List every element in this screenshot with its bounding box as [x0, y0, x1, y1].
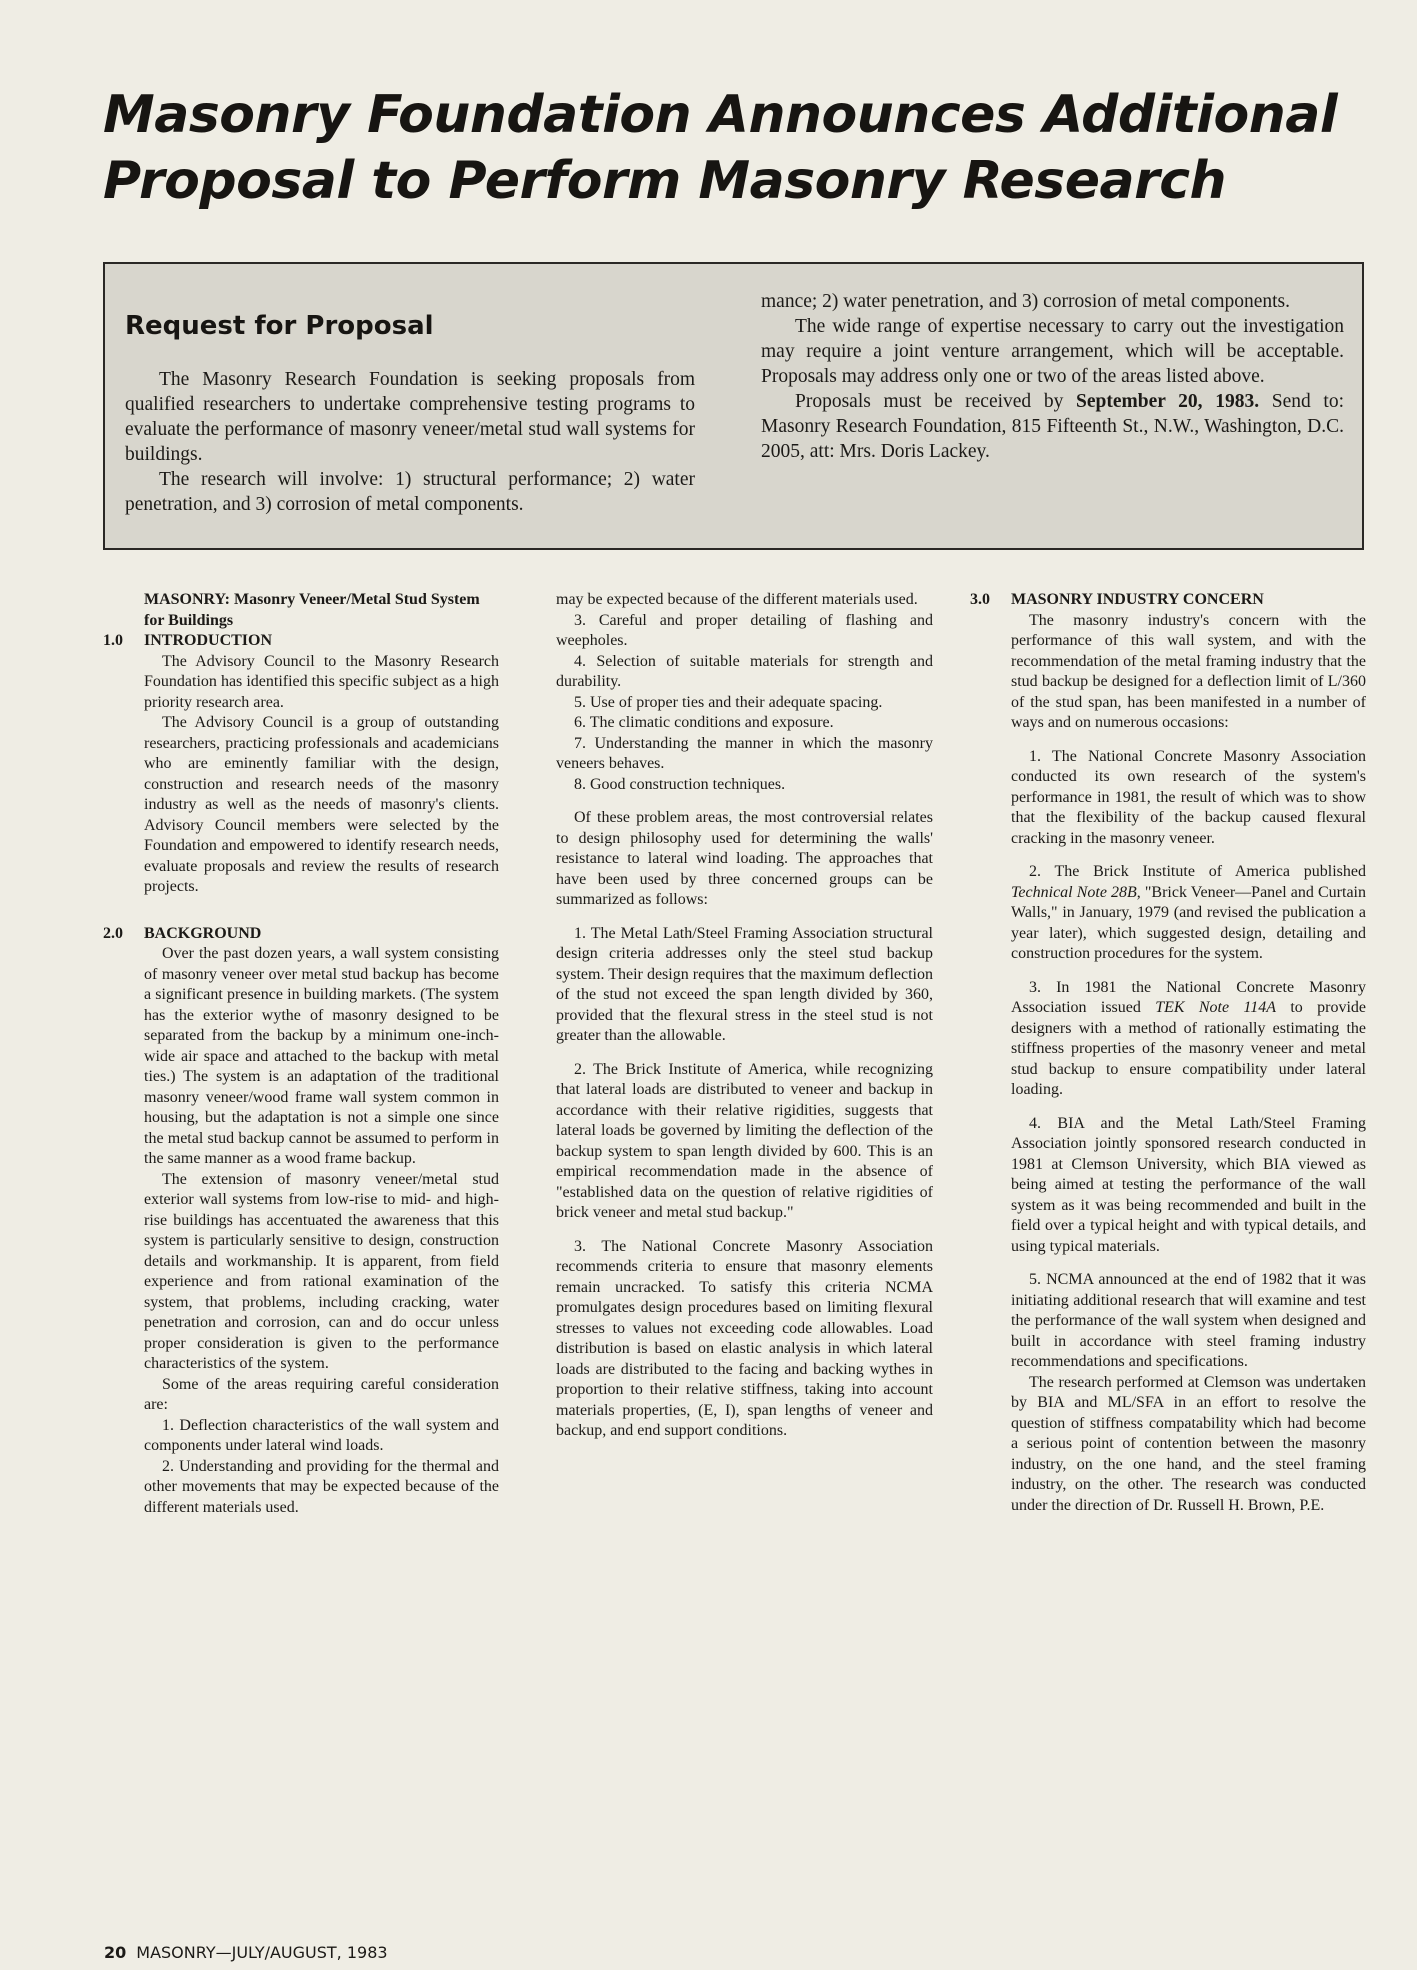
section-2-item-6: 6. The climatic conditions and exposure. [574, 714, 834, 731]
section-3-heading [970, 590, 1366, 611]
section-2-item-7: 7. Understanding the manner in which the masonry veneers behaves. [556, 734, 933, 772]
section-1-number: 1.0 [103, 632, 123, 649]
rfp-title: Request for Proposal [125, 311, 434, 341]
technical-note-title: Technical Note 28B [1011, 883, 1137, 901]
article-column-1 [103, 590, 499, 1516]
section-2-title: BACKGROUND [144, 924, 262, 942]
section-2-item-1: 1. Deflection characteristics of the wall system and components under lateral wind loads. [144, 1416, 499, 1454]
section-3-number: 3.0 [970, 591, 990, 608]
section-1-title: INTRODUCTION [144, 632, 273, 649]
section-2-item-8: 8. Good construction techniques. [574, 775, 786, 793]
section-3-item-2-lead: 2. The Brick Institute of America published [1029, 863, 1366, 880]
article-column-2 [556, 590, 933, 1442]
rfp-left-column [125, 367, 695, 515]
headline-line-1: Masonry Foundation Announces Additional [103, 85, 1338, 145]
section-3-item-3-rest: to provide designers with a method of rationally estimating the stiffness properties of the masonry veneer and metal stud backup to ensure compatibility under lateral loading. [1011, 999, 1366, 1098]
section-2-item-4: 4. Selection of suitable materials for strength and durability. [556, 652, 933, 690]
rfp-right-column [761, 289, 1344, 464]
section-3-item-2-rest: , "Brick Veneer—Panel and Curtain Walls," in January, 1979 (and revised the publication a year later), which suggested design, detailing and construction procedures for the system. [1011, 883, 1366, 962]
section-1-paragraph-1: The Advisory Council to the Masonry Research Foundation has identified this specific subject as a high priority research area. [144, 652, 499, 711]
section-2-item-2: 2. Understanding and providing for the thermal and other movements that may be expected because of the different materials used. [144, 1457, 499, 1516]
headline-line-2: Proposal to Perform Masonry Research [103, 151, 1227, 211]
rfp-paragraph-4 [761, 389, 1344, 464]
rfp-paragraph-2: The research will involve: 1) structural performance; 2) water penetration, and 3) corrosion of metal components. [125, 469, 695, 515]
section-3-item-4: 4. BIA and the Metal Lath/Steel Framing Association jointly sponsored research conducted in 1981 at Clemson University, which BIA viewed as being aimed at testing the performance of the wall system as it was being recommended and built in the field over a typical height and with typical details, and using typical materials. [1011, 1114, 1366, 1255]
section-2-paragraph-1: Over the past dozen years, a wall system consisting of masonry veneer over metal stud backup has become a significant presence in building markets. (The system has the exterior wythe of masonry designed to be separated from the backup by a minimum one-inch-wide air space and attached to the backup with metal ties.) The system is an adaptation of the traditional masonry veneer/wood frame wall system common in housing, but the adaptation is not a simple one since the metal stud backup cannot be assumed to perform in the same manner as a wood frame backup. [144, 945, 499, 1167]
section-2-item-3: 3. Careful and proper detailing of flashing and weepholes. [556, 611, 933, 649]
section-1-paragraph-2: The Advisory Council is a group of outstanding researchers, practicing professionals and academicians who are eminently familiar with the design, construction and research needs of the masonry industry as well as the needs of masonry's clients. Advisory Council members were selected by the Foundation and empowered to identify research needs, evaluate proposals and review the results of research projects. [144, 714, 499, 895]
section-2-paragraph-2: The extension of masonry veneer/metal stud exterior wall systems from low-rise to mid- and high-rise buildings has accentuated the awareness that this system is particularly sensitive to design, construction details and workmanship. It is apparent, from field experience and from rational examination of the system, that problems, including cracking, water penetration and corrosion, can and do occur unless proper consideration is given to the performance characteristics of the system. [144, 1170, 499, 1372]
page-footer [104, 1943, 388, 1962]
issue-line: MASONRY—JULY/AUGUST, 1983 [136, 1943, 388, 1962]
section-3-item-2 [1011, 862, 1366, 965]
section-1-heading [103, 631, 499, 652]
article-subhead: MASONRY: Masonry Veneer/Metal Stud System for Buildings [144, 591, 480, 629]
section-2-approach-1: 1. The Metal Lath/Steel Framing Association structural design criteria addresses only the steel stud backup system. Their design requires that the maximum deflection of the stud not exceed the span length divided by 360, provided that the flexural stress in the steel stud is not greater than the allowable. [556, 924, 933, 1044]
rfp-send-to: Send to: Masonry Research Foundation, 815 Fifteenth St., N.W., Washington, D.C. 2005, att: Mrs. Doris Lackey. [761, 391, 1344, 462]
rfp-paragraph-1: The Masonry Research Foundation is seeking proposals from qualified researchers to undertake comprehensive testing programs to evaluate the performance of masonry veneer/metal stud wall systems for buildings. [125, 369, 695, 465]
section-3-paragraph-1: The masonry industry's concern with the performance of this wall system, and with the recommendation of the metal framing industry that the stud backup be designed for a deflection limit of L/360 of the stud span, has been manifested in a number of ways and on numerous occasions: [1011, 611, 1366, 731]
section-2-paragraph-3: Some of the areas requiring careful consideration are: [144, 1375, 499, 1413]
tek-note-title: TEK Note 114A [1155, 999, 1277, 1016]
rfp-deadline-date: September 20, 1983. [1075, 391, 1260, 412]
section-2-approach-3: 3. The National Concrete Masonry Association recommends criteria to ensure that masonry elements remain uncracked. To satisfy this criteria NCMA promulgates design procedures based on limiting flexural stresses to values not exceeding code allowables. Load distribution is based on elastic analysis in which lateral loads are distributed to the facing and backing wythes in proportion to their relative stiffness, taking into account materials properties, (E, I), span lengths of veneer and backup, and end support conditions. [556, 1237, 933, 1439]
section-3-item-3-lead: 3. In 1981 the National Concrete Masonry Association issued [1011, 978, 1366, 1016]
rfp-deadline-lead: Proposals must be received by [795, 391, 1076, 412]
rfp-paragraph-2-continued: mance; 2) water penetration, and 3) corrosion of metal components. [761, 291, 1291, 312]
headline [103, 82, 1343, 214]
section-2-number: 2.0 [103, 924, 123, 942]
page-number: 20 [104, 1943, 127, 1962]
section-3-paragraph-2: The research performed at Clemson was undertaken by BIA and ML/SFA in an effort to resolve the question of stiffness compatability which had become a serious point of contention between the masonry industry, on the one hand, and the steel framing industry, on the other. The research was conducted under the direction of Dr. Russell H. Brown, P.E. [1011, 1373, 1366, 1514]
section-2-paragraph-4: Of these problem areas, the most controversial relates to design philosophy used for determining the walls' resistance to lateral wind loading. The approaches that have been used by three concerned groups can be summarized as follows: [556, 809, 933, 908]
section-2-approach-2: 2. The Brick Institute of America, while recognizing that lateral loads are distributed to veneer and backup in accordance with their relative rigidities, suggests that lateral loads be governed by limiting the deflection of the backup system to span length divided by 600. This is an empirical recommendation made in the absence of "established data on the question of relative rigidities of brick veneer and metal stud backup." [556, 1060, 933, 1221]
section-3-item-5: 5. NCMA announced at the end of 1982 that it was initiating additional research that will examine and test the performance of the wall system when designed and built in accordance with steel framing industry recommendations and specifications. [1011, 1271, 1366, 1370]
article-column-3 [970, 590, 1366, 1516]
request-for-proposal-box [103, 262, 1364, 550]
rfp-paragraph-3: The wide range of expertise necessary to carry out the investigation may require a joint venture arrangement, which will be acceptable. Proposals may address only one or two of the areas listed above. [761, 316, 1344, 387]
section-3-item-1: 1. The National Concrete Masonry Association conducted its own research of the system's performance in 1981, the result of which was to show that the flexibility of the backup caused flexural cracking in the masonry veneer. [1011, 747, 1366, 847]
section-3-title: MASONRY INDUSTRY CONCERN [1011, 591, 1264, 608]
section-3-item-3 [1011, 978, 1366, 1101]
section-2-item-5: 5. Use of proper ties and their adequate spacing. [574, 693, 883, 711]
section-2-heading [103, 924, 499, 945]
section-2-item-2-continued: may be expected because of the different materials used. [556, 591, 918, 608]
